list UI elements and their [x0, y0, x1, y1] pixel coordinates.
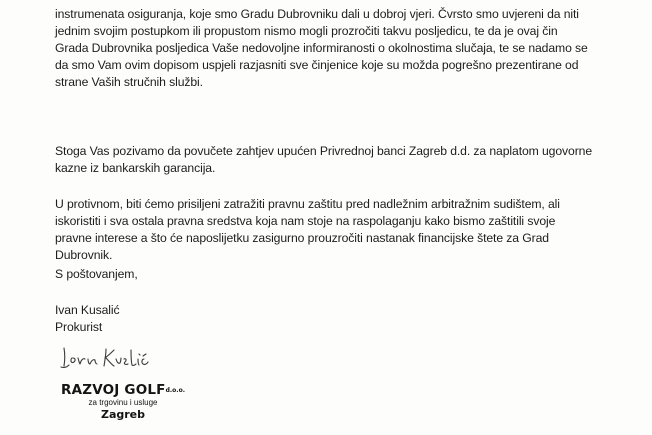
paragraph-line: U protivnom, biti ćemo prisiljeni zatražiti pravnu zaštitu pred nadležnim arbitražnim sudištem, ali: [55, 197, 560, 211]
stamp-company: RAZVOJ GOLF: [60, 382, 166, 398]
stamp-company-line: [58, 383, 188, 398]
paragraph-line: Stoga Vas pozivamo da povučete zahtjev upućen Privrednoj banci Zagreb d.d. za naplatom ugovorne: [55, 144, 593, 158]
paragraph-line: pravne interese a što će naposlijetku zasigurno prouzročiti nastanak financijske štete za Grad: [55, 231, 549, 245]
signer-name: Ivan Kusalić: [55, 303, 120, 317]
company-stamp: [58, 383, 188, 435]
signer-title: Prokurist: [55, 320, 103, 334]
paragraph-line: instrumenata osiguranja, koje smo Gradu Dubrovniku dali u dobroj vjeri. Čvrsto smo uvjereni da niti: [55, 7, 579, 21]
paragraph-line: da smo Vam ovim dopisom uspjeli razjasniti sve činjenice koje su možda pogrešno prezentirane od: [55, 58, 579, 72]
signature-strokes: [58, 340, 153, 376]
paragraph-line: jednim svojim postupkom ili propustom nismo mogli prozročiti takvu posljedicu, te da je ovaj čin: [55, 24, 558, 38]
body-paragraph-3: [55, 196, 560, 264]
paragraph-line: strane Vaših stručnih službi.: [55, 75, 203, 89]
stamp-suffix: d.o.o.: [165, 387, 185, 394]
stamp-subtitle: za trgovinu i usluge: [88, 398, 158, 407]
body-paragraph-2: [55, 143, 592, 177]
closing-salutation: S poštovanjem,: [55, 267, 138, 281]
stamp-city: Zagreb: [100, 408, 146, 421]
handwritten-signature: [58, 340, 153, 376]
paragraph-line: kazne iz bankarskih garancija.: [55, 161, 216, 175]
paragraph-line: iskoristiti i sva ostala pravna sredstva koja nam stoje na raspolaganju kako bismo zaštitili svoje: [55, 214, 556, 228]
paragraph-line: Dubrovnik.: [55, 248, 113, 262]
body-paragraph-1: [55, 6, 588, 91]
paragraph-line: Grada Dubrovnika posljedica Vaše nedovoljne informiranosti o okolnostima slučaja, te se nadamo se: [55, 41, 588, 55]
